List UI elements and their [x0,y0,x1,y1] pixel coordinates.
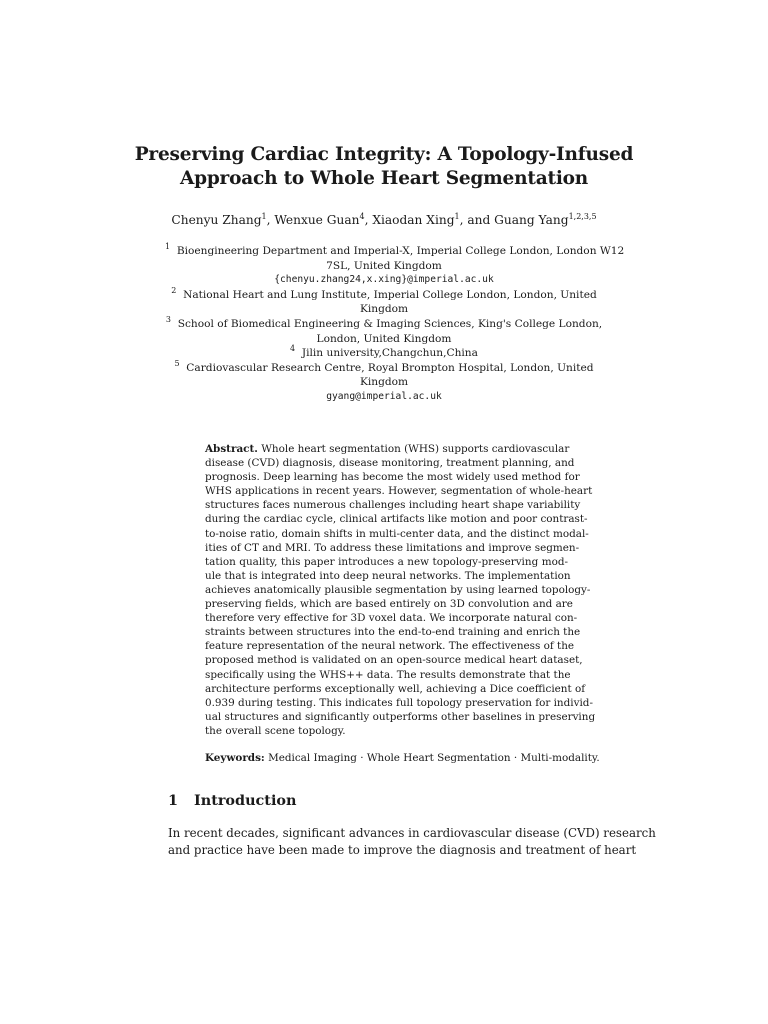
abstract-line: 0.939 during testing. This indicates full topology preservation for individ- [205,696,593,709]
abstract-line: therefore very effective for 3D voxel data. We incorporate natural con- [205,612,578,625]
affiliation-line: Kingdom [359,303,409,316]
abstract-line: the overall scene topology. [205,724,346,737]
affiliation-line [165,314,603,332]
affiliation-text: Bioengineering Department and Imperial-X, Imperial College London, London W12 [176,245,625,257]
affiliation-text: National Heart and Lung Institute, Imperial College London, London, United [183,288,597,301]
abstract-line: WHS applications in recent years. However, segmentation of whole-heart [205,485,593,498]
author-name: Chenyu Zhang [171,213,262,227]
author-affiliation-mark: 1,2,3,5 [568,212,597,221]
keywords [205,752,605,764]
abstract-line: ual structures and significantly outperforms other baselines in preserving [205,710,596,723]
author-affiliation-mark: 1 [454,212,460,221]
author-separator: , [364,213,373,227]
title-line: Approach to Whole Heart Segmentation [179,168,589,189]
affiliation-line: Kingdom [359,376,409,389]
affiliation-mark: 5 [174,358,180,368]
affiliation-mark: 1 [165,242,171,251]
author-affiliation-mark: 4 [359,212,365,221]
keywords-text: Medical Imaging · Whole Heart Segmentation · Multi-modality. [268,752,600,764]
affiliation-mark: 3 [165,314,171,324]
affiliation-line: 7SL, United Kingdom [326,259,442,272]
author-email: gyang@imperial.ac.uk [326,390,442,402]
body-line: In recent decades, significant advances in cardiovascular disease (CVD) research [168,826,656,840]
section-number: 1 [168,792,179,809]
abstract-line: achieves anatomically plausible segmentation by using learned topology- [205,583,591,596]
author-email: {chenyu.zhang24,x.xing}@imperial.ac.uk [274,274,494,286]
title-line: Preserving Cardiac Integrity: A Topology-Infused [134,144,634,165]
abstract-line: ule that is integrated into deep neural networks. The implementation [205,569,571,582]
abstract-line: proposed method is validated on an open-source medical heart dataset, [205,654,583,667]
paper-title [120,143,648,191]
affiliation-mark: 4 [290,344,296,354]
abstract-label: Abstract. [205,443,258,455]
affiliation-line [165,285,603,303]
abstract [205,442,596,738]
affiliation-line [165,242,625,259]
abstract-line: to-noise ratio, domain shifts in multi-center data, and the distinct modal- [205,527,589,540]
author-separator: , [266,213,275,227]
abstract-line: preserving fields, which are based entirely on 3D convolution and are [205,598,573,611]
abstract-line: feature representation of the neural network. The effectiveness of the [205,640,575,653]
affiliation-line [165,358,603,376]
author-name: Wenxue Guan [274,213,360,227]
abstract-line: tation quality, this paper introduces a new topology-preserving mod- [205,555,568,568]
author-list [120,213,648,227]
section-title: Introduction [194,792,297,809]
affiliation-text: Jilin university,Changchun,China [301,347,478,360]
author-name: Xiaodan Xing [372,213,455,227]
abstract-line [205,442,568,456]
section-heading [168,792,608,809]
body-text [168,825,656,859]
author-separator: , and [459,213,495,227]
affiliation-line: London, United Kingdom [316,332,452,345]
affiliation-mark: 2 [171,285,177,295]
affiliation-text: Cardiovascular Research Centre, Royal Brompton Hospital, London, United [186,361,594,374]
abstract-line: prognosis. Deep learning has become the most widely used method for [205,471,580,484]
abstract-text: Whole heart segmentation (WHS) supports cardiovascular [261,443,570,455]
abstract-line: ities of CT and MRI. To address these limitations and improve segmen- [205,541,580,554]
abstract-line: structures faces numerous challenges including heart shape variability [205,499,581,512]
affiliation-line [165,346,603,361]
body-line: and practice have been made to improve the diagnosis and treatment of heart [168,843,637,857]
author-name: Guang Yang [494,213,569,227]
affiliation-text: School of Biomedical Engineering & Imaging Sciences, King's College London, [177,317,603,330]
abstract-line: architecture performs exceptionally well, achieving a Dice coefficient of [205,682,586,695]
abstract-line: disease (CVD) diagnosis, disease monitoring, treatment planning, and [205,457,575,470]
author-affiliation-mark: 1 [261,212,267,221]
abstract-line: specifically using the WHS++ data. The results demonstrate that the [205,668,571,681]
abstract-line: during the cardiac cycle, clinical artifacts like motion and poor contrast- [205,513,588,526]
abstract-line: straints between structures into the end-to-end training and enrich the [205,626,581,639]
keywords-label: Keywords: [205,752,265,764]
affiliations-block [165,242,625,405]
